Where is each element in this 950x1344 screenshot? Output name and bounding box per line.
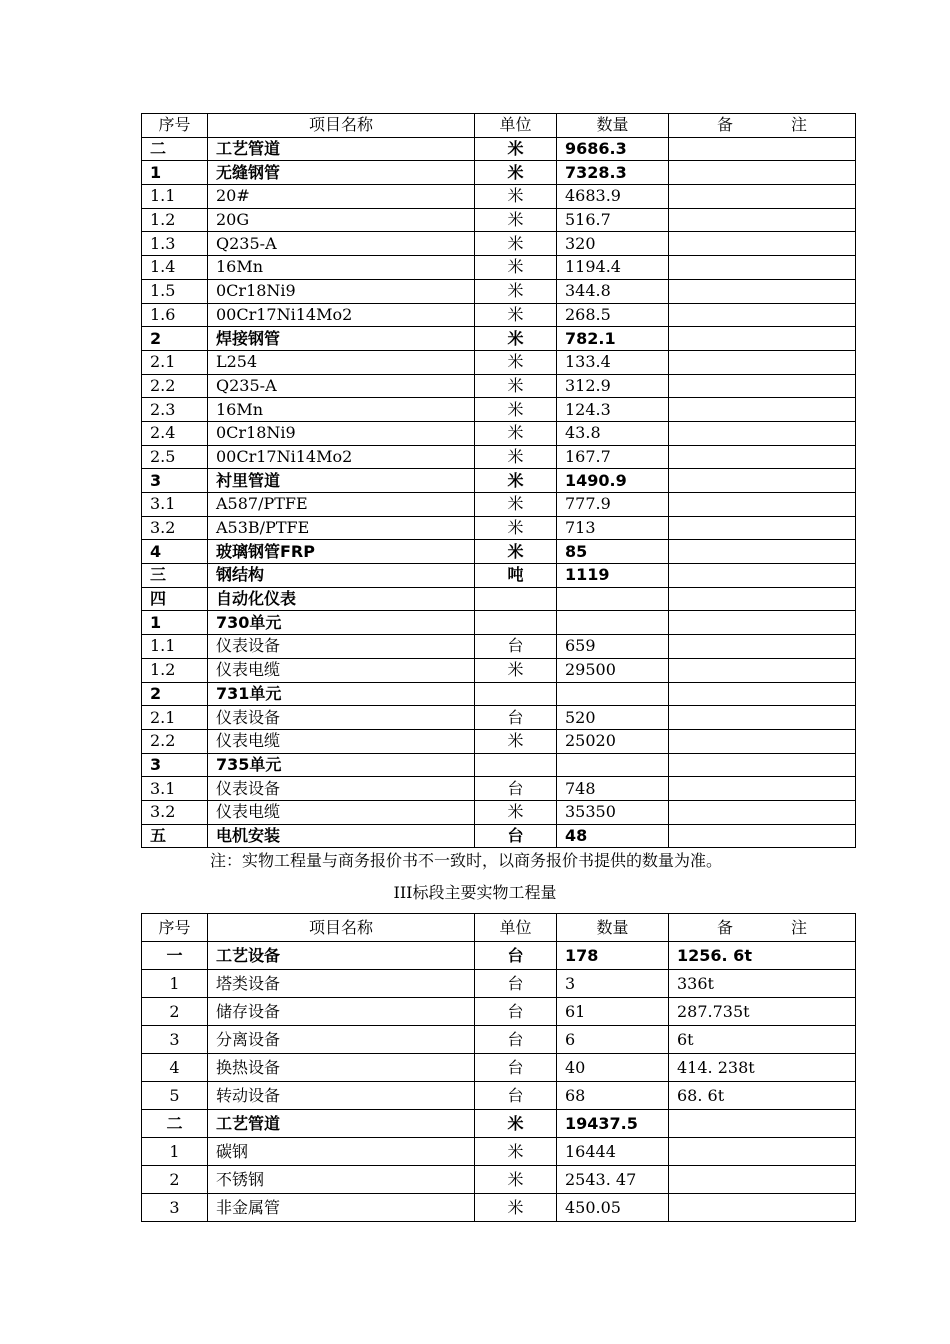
cell-remark [669,729,856,753]
cell-qty: 516.7 [557,208,669,232]
cell-seq: 二 [142,1110,208,1138]
table-row [142,824,856,848]
cell-unit [475,682,557,706]
cell-seq: 3.1 [142,777,208,801]
cell-remark: 336t [669,970,856,998]
cell-name: 仪表电缆 [208,800,475,824]
cell-remark [669,635,856,659]
cell-seq: 1.6 [142,303,208,327]
cell-unit: 米 [475,540,557,564]
cell-unit [475,753,557,777]
cell-unit: 米 [475,1138,557,1166]
cell-name: 仪表电缆 [208,729,475,753]
cell-remark [669,256,856,280]
cell-seq: 3.1 [142,493,208,517]
table-row [142,729,856,753]
cell-name: 20# [208,185,475,209]
cell-qty: 68 [557,1082,669,1110]
cell-unit [475,587,557,611]
cell-name: 非金属管 [208,1194,475,1222]
cell-name: 电机安装 [208,824,475,848]
cell-seq: 1.2 [142,658,208,682]
cell-unit: 米 [475,729,557,753]
header-remark [669,914,856,942]
cell-seq: 1.1 [142,635,208,659]
cell-qty: 167.7 [557,445,669,469]
cell-name: A587/PTFE [208,493,475,517]
table-row [142,493,856,517]
cell-remark [669,279,856,303]
table-row [142,777,856,801]
cell-seq: 2 [142,327,208,351]
table-header-row [142,914,856,942]
cell-qty: 7328.3 [557,161,669,185]
cell-seq: 2.2 [142,374,208,398]
cell-name: Q235-A [208,232,475,256]
cell-remark [669,421,856,445]
cell-name: 塔类设备 [208,970,475,998]
cell-unit: 台 [475,1054,557,1082]
cell-name: 16Mn [208,256,475,280]
cell-unit: 米 [475,161,557,185]
table-row [142,658,856,682]
cell-unit: 台 [475,1026,557,1054]
cell-unit: 米 [475,398,557,422]
cell-seq: 3 [142,1026,208,1054]
header-seq: 序号 [142,114,208,138]
header-remark [669,114,856,138]
cell-remark [669,777,856,801]
cell-unit [475,611,557,635]
cell-name: A53B/PTFE [208,516,475,540]
cell-name: L254 [208,350,475,374]
cell-unit: 米 [475,1166,557,1194]
cell-unit: 米 [475,208,557,232]
cell-qty: 16444 [557,1138,669,1166]
cell-remark [669,682,856,706]
cell-qty: 520 [557,706,669,730]
cell-seq: 1 [142,1138,208,1166]
cell-seq: 1 [142,161,208,185]
cell-name: 碳钢 [208,1138,475,1166]
header-name: 项目名称 [208,914,475,942]
cell-unit: 吨 [475,564,557,588]
table-row [142,350,856,374]
cell-qty: 25020 [557,729,669,753]
table-row [142,232,856,256]
cell-remark [669,587,856,611]
table-row [142,1166,856,1194]
cell-qty: 344.8 [557,279,669,303]
cell-seq: 1 [142,970,208,998]
table-row [142,540,856,564]
cell-unit: 米 [475,800,557,824]
header-remark-b: 注 [790,115,807,135]
table-row [142,327,856,351]
cell-remark [669,516,856,540]
cell-seq: 4 [142,1054,208,1082]
cell-name: 0Cr18Ni9 [208,279,475,303]
cell-name: 00Cr17Ni14Mo2 [208,303,475,327]
cell-remark: 6t [669,1026,856,1054]
cell-unit: 米 [475,256,557,280]
cell-unit: 米 [475,1194,557,1222]
cell-name: 20G [208,208,475,232]
cell-remark: 287.735t [669,998,856,1026]
cell-qty: 1194.4 [557,256,669,280]
header-qty: 数量 [557,914,669,942]
cell-remark [669,185,856,209]
table-row [142,374,856,398]
table-row [142,1194,856,1222]
cell-unit: 米 [475,279,557,303]
cell-remark [669,800,856,824]
cell-qty: 777.9 [557,493,669,517]
cell-remark [669,469,856,493]
cell-seq: 1.1 [142,185,208,209]
table-row [142,303,856,327]
table-row [142,208,856,232]
table-row [142,398,856,422]
table-row [142,516,856,540]
cell-seq: 3 [142,1194,208,1222]
cell-seq: 2 [142,1166,208,1194]
cell-name: Q235-A [208,374,475,398]
cell-unit: 米 [475,327,557,351]
cell-name: 仪表设备 [208,706,475,730]
cell-name: 735单元 [208,753,475,777]
cell-unit: 台 [475,706,557,730]
cell-qty: 178 [557,942,669,970]
cell-seq: 2.1 [142,706,208,730]
cell-remark [669,303,856,327]
cell-unit: 米 [475,374,557,398]
header-remark-a: 备 [717,115,734,135]
cell-unit: 米 [475,516,557,540]
cell-seq: 5 [142,1082,208,1110]
cell-seq: 2.1 [142,350,208,374]
table-row [142,445,856,469]
table-row [142,942,856,970]
cell-seq: 1.2 [142,208,208,232]
cell-seq: 3.2 [142,516,208,540]
cell-remark [669,1138,856,1166]
cell-remark [669,232,856,256]
table-row [142,970,856,998]
cell-seq: 3 [142,469,208,493]
cell-qty: 1490.9 [557,469,669,493]
cell-seq: 2.3 [142,398,208,422]
table-row [142,1026,856,1054]
cell-unit: 米 [475,232,557,256]
cell-name: 工艺管道 [208,137,475,161]
cell-qty: 659 [557,635,669,659]
cell-qty: 35350 [557,800,669,824]
cell-qty [557,587,669,611]
cell-name: 00Cr17Ni14Mo2 [208,445,475,469]
cell-qty: 43.8 [557,421,669,445]
table-row [142,587,856,611]
header-unit: 单位 [475,914,557,942]
table-row [142,1138,856,1166]
cell-unit: 台 [475,777,557,801]
cell-name: 自动化仪表 [208,587,475,611]
cell-name: 换热设备 [208,1054,475,1082]
cell-remark [669,1166,856,1194]
cell-unit: 台 [475,970,557,998]
cell-qty: 9686.3 [557,137,669,161]
table-row [142,706,856,730]
table-row [142,256,856,280]
cell-seq: 4 [142,540,208,564]
cell-unit: 米 [475,350,557,374]
cell-name: 分离设备 [208,1026,475,1054]
cell-seq: 3 [142,753,208,777]
cell-name: 储存设备 [208,998,475,1026]
cell-name: 工艺管道 [208,1110,475,1138]
cell-qty: 320 [557,232,669,256]
cell-seq: 3.2 [142,800,208,824]
cell-qty: 3 [557,970,669,998]
cell-qty: 748 [557,777,669,801]
cell-unit: 米 [475,469,557,493]
cell-name: 730单元 [208,611,475,635]
header-qty: 数量 [557,114,669,138]
header-seq: 序号 [142,914,208,942]
cell-qty: 450.05 [557,1194,669,1222]
cell-qty: 713 [557,516,669,540]
table-row [142,185,856,209]
cell-unit: 米 [475,1110,557,1138]
cell-seq: 1.3 [142,232,208,256]
table-row [142,682,856,706]
cell-remark: 414. 238t [669,1054,856,1082]
cell-qty: 61 [557,998,669,1026]
cell-remark [669,398,856,422]
cell-remark [669,564,856,588]
cell-qty: 124.3 [557,398,669,422]
cell-remark [669,1194,856,1222]
table-row [142,1110,856,1138]
cell-qty: 48 [557,824,669,848]
table-row [142,161,856,185]
cell-name: 仪表设备 [208,635,475,659]
cell-remark [669,374,856,398]
cell-qty [557,611,669,635]
cell-qty: 268.5 [557,303,669,327]
table-row [142,753,856,777]
table-header-row [142,114,856,138]
cell-qty: 312.9 [557,374,669,398]
cell-remark: 1256. 6t [669,942,856,970]
cell-name: 仪表电缆 [208,658,475,682]
cell-remark [669,753,856,777]
header-remark-a: 备 [717,917,734,937]
cell-seq: 2.4 [142,421,208,445]
cell-remark [669,161,856,185]
cell-remark [669,706,856,730]
cell-name: 玻璃钢管FRP [208,540,475,564]
cell-name: 焊接钢管 [208,327,475,351]
cell-name: 转动设备 [208,1082,475,1110]
cell-seq: 2 [142,682,208,706]
cell-remark [669,350,856,374]
table-note: 注：实物工程量与商务报价书不一致时，以商务报价书提供的数量为准。 [210,851,723,870]
cell-name: 731单元 [208,682,475,706]
cell-remark [669,208,856,232]
table-row [142,998,856,1026]
cell-remark [669,445,856,469]
cell-seq: 1 [142,611,208,635]
cell-remark: 68. 6t [669,1082,856,1110]
table-row [142,137,856,161]
cell-seq: 一 [142,942,208,970]
table-row [142,421,856,445]
cell-qty: 2543. 47 [557,1166,669,1194]
cell-unit: 台 [475,824,557,848]
cell-unit: 台 [475,1082,557,1110]
cell-name: 不锈钢 [208,1166,475,1194]
cell-name: 仪表设备 [208,777,475,801]
cell-remark [669,658,856,682]
cell-qty [557,682,669,706]
section-title: III标段主要实物工程量 [393,883,557,902]
cell-qty: 133.4 [557,350,669,374]
cell-qty: 40 [557,1054,669,1082]
cell-qty: 29500 [557,658,669,682]
cell-name: 衬里管道 [208,469,475,493]
cell-qty: 782.1 [557,327,669,351]
cell-unit: 台 [475,998,557,1026]
table-row [142,564,856,588]
cell-unit: 米 [475,185,557,209]
cell-seq: 2 [142,998,208,1026]
cell-unit: 台 [475,635,557,659]
cell-unit: 米 [475,137,557,161]
cell-unit: 米 [475,421,557,445]
cell-seq: 三 [142,564,208,588]
cell-name: 无缝钢管 [208,161,475,185]
cell-name: 钢结构 [208,564,475,588]
header-remark-b: 注 [790,917,807,937]
cell-remark [669,611,856,635]
cell-remark [669,137,856,161]
cell-seq: 2.5 [142,445,208,469]
quantities-table-1 [141,113,856,848]
cell-qty [557,753,669,777]
cell-unit: 米 [475,445,557,469]
cell-unit: 米 [475,493,557,517]
header-name: 项目名称 [208,114,475,138]
table-row [142,1054,856,1082]
cell-remark [669,540,856,564]
cell-seq: 二 [142,137,208,161]
cell-name: 0Cr18Ni9 [208,421,475,445]
table-row [142,469,856,493]
table-row [142,800,856,824]
cell-qty: 85 [557,540,669,564]
cell-remark [669,1110,856,1138]
cell-unit: 米 [475,303,557,327]
cell-remark [669,493,856,517]
cell-seq: 1.4 [142,256,208,280]
cell-qty: 19437.5 [557,1110,669,1138]
cell-seq: 五 [142,824,208,848]
cell-qty: 1119 [557,564,669,588]
cell-qty: 6 [557,1026,669,1054]
cell-seq: 1.5 [142,279,208,303]
cell-qty: 4683.9 [557,185,669,209]
cell-remark [669,327,856,351]
cell-remark [669,824,856,848]
cell-seq: 2.2 [142,729,208,753]
cell-unit: 台 [475,942,557,970]
table-row [142,611,856,635]
table-row [142,1082,856,1110]
quantities-table-2 [141,913,856,1222]
header-unit: 单位 [475,114,557,138]
cell-unit: 米 [475,658,557,682]
cell-seq: 四 [142,587,208,611]
cell-name: 工艺设备 [208,942,475,970]
cell-name: 16Mn [208,398,475,422]
table-row [142,279,856,303]
table-row [142,635,856,659]
